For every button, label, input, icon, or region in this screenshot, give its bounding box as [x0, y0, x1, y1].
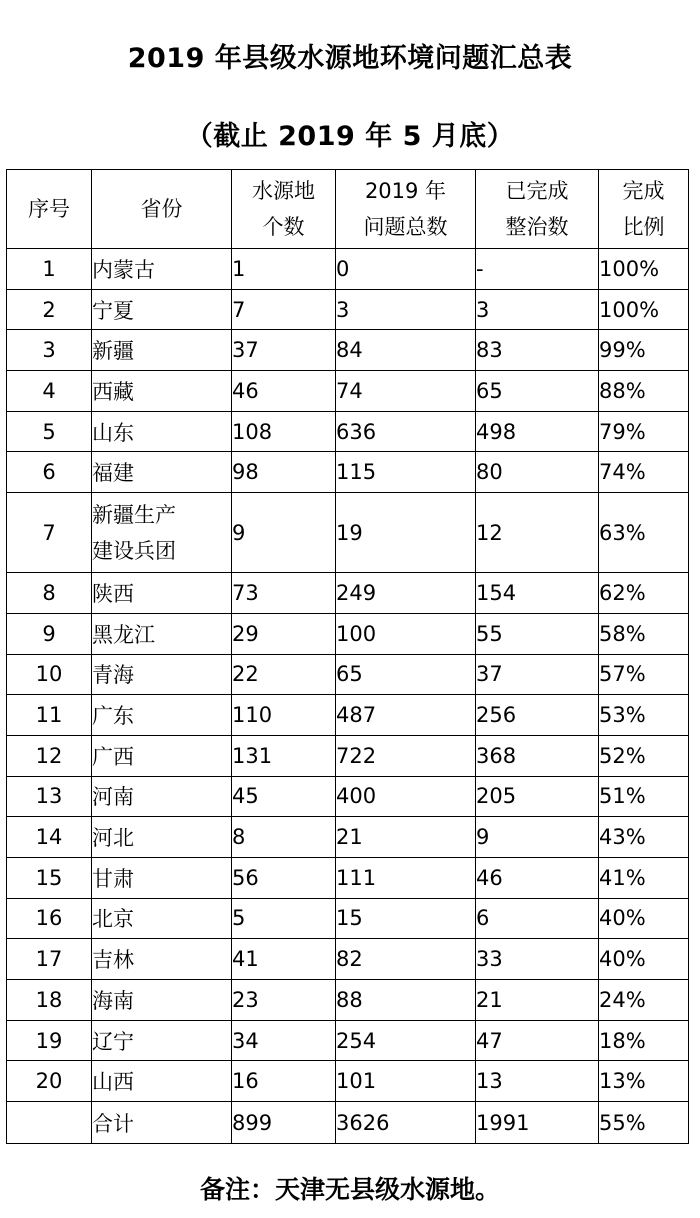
table-row — [7, 493, 689, 573]
cell-ratio: 40% — [599, 898, 689, 939]
column-header-sources: 水源地 个数 — [232, 170, 336, 249]
cell-issues: 722 — [336, 735, 476, 776]
cell-issues: 111 — [336, 857, 476, 898]
cell-ratio: 79% — [599, 411, 689, 452]
cell-index: 13 — [7, 776, 92, 817]
cell-completed: 3 — [476, 289, 599, 330]
cell-completed: 498 — [476, 411, 599, 452]
table-row — [7, 1061, 689, 1102]
cell-province: 河北 — [92, 817, 232, 858]
cell-completed: 46 — [476, 857, 599, 898]
cell-index: 2 — [7, 289, 92, 330]
cell-ratio: 74% — [599, 452, 689, 493]
cell-ratio: 57% — [599, 654, 689, 695]
cell-completed: 80 — [476, 452, 599, 493]
cell-index: 11 — [7, 695, 92, 736]
cell-completed: 21 — [476, 980, 599, 1021]
cell-sources: 45 — [232, 776, 336, 817]
table-row — [7, 695, 689, 736]
table-body — [7, 249, 689, 1144]
cell-sources: 5 — [232, 898, 336, 939]
table-row — [7, 817, 689, 858]
cell-completed: 12 — [476, 493, 599, 573]
cell-sources: 23 — [232, 980, 336, 1021]
cell-completed: 205 — [476, 776, 599, 817]
cell-ratio: 13% — [599, 1061, 689, 1102]
cell-index: 9 — [7, 613, 92, 654]
table-row — [7, 735, 689, 776]
cell-ratio: 88% — [599, 371, 689, 412]
cell-completed: 33 — [476, 939, 599, 980]
cell-index: 6 — [7, 452, 92, 493]
cell-issues: 65 — [336, 654, 476, 695]
cell-province: 辽宁 — [92, 1020, 232, 1061]
cell-issues: 0 — [336, 249, 476, 290]
table-row — [7, 371, 689, 412]
cell-province: 甘肃 — [92, 857, 232, 898]
table-row — [7, 249, 689, 290]
cell-index: 10 — [7, 654, 92, 695]
table-row — [7, 939, 689, 980]
table-header-row — [7, 170, 689, 249]
cell-issues: 84 — [336, 330, 476, 371]
column-header-province: 省份 — [92, 170, 232, 249]
table-row — [7, 1020, 689, 1061]
cell-province: 山东 — [92, 411, 232, 452]
cell-sources: 37 — [232, 330, 336, 371]
cell-ratio: 41% — [599, 857, 689, 898]
cell-sources: 16 — [232, 1061, 336, 1102]
cell-issues: 249 — [336, 573, 476, 614]
cell-province: 河南 — [92, 776, 232, 817]
cell-issues: 19 — [336, 493, 476, 573]
cell-completed: 65 — [476, 371, 599, 412]
cell-index: 5 — [7, 411, 92, 452]
cell-index — [7, 1102, 92, 1144]
table-row — [7, 573, 689, 614]
cell-index: 14 — [7, 817, 92, 858]
cell-province: 黑龙江 — [92, 613, 232, 654]
cell-sources: 98 — [232, 452, 336, 493]
cell-issues: 101 — [336, 1061, 476, 1102]
cell-province: 广东 — [92, 695, 232, 736]
cell-index: 18 — [7, 980, 92, 1021]
cell-sources: 9 — [232, 493, 336, 573]
cell-ratio: 58% — [599, 613, 689, 654]
cell-ratio: 40% — [599, 939, 689, 980]
cell-sources: 7 — [232, 289, 336, 330]
cell-completed: 368 — [476, 735, 599, 776]
summary-table — [6, 169, 689, 1144]
cell-index: 20 — [7, 1061, 92, 1102]
cell-ratio: 100% — [599, 249, 689, 290]
cell-province: 青海 — [92, 654, 232, 695]
cell-issues: 3 — [336, 289, 476, 330]
cell-index: 12 — [7, 735, 92, 776]
cell-ratio: 63% — [599, 493, 689, 573]
column-header-index: 序号 — [7, 170, 92, 249]
cell-sources: 899 — [232, 1102, 336, 1144]
cell-province: 内蒙古 — [92, 249, 232, 290]
cell-province: 西藏 — [92, 371, 232, 412]
table-row — [7, 776, 689, 817]
footnote: 备注：天津无县级水源地。 — [199, 1175, 500, 1204]
page-subtitle: （截止 2019 年 5 月底） — [185, 121, 515, 152]
cell-ratio: 18% — [599, 1020, 689, 1061]
cell-completed: 1991 — [476, 1102, 599, 1144]
cell-province: 陕西 — [92, 573, 232, 614]
cell-index: 7 — [7, 493, 92, 573]
cell-index: 15 — [7, 857, 92, 898]
cell-issues: 115 — [336, 452, 476, 493]
page-title: 2019 年县级水源地环境问题汇总表 — [127, 43, 573, 74]
table-row — [7, 654, 689, 695]
cell-issues: 3626 — [336, 1102, 476, 1144]
cell-province: 福建 — [92, 452, 232, 493]
cell-completed: 6 — [476, 898, 599, 939]
cell-completed: 13 — [476, 1061, 599, 1102]
cell-ratio: 99% — [599, 330, 689, 371]
cell-index: 16 — [7, 898, 92, 939]
cell-sources: 73 — [232, 573, 336, 614]
cell-issues: 82 — [336, 939, 476, 980]
cell-province: 吉林 — [92, 939, 232, 980]
table-row — [7, 857, 689, 898]
column-header-completed: 已完成 整治数 — [476, 170, 599, 249]
cell-ratio: 62% — [599, 573, 689, 614]
cell-issues: 636 — [336, 411, 476, 452]
cell-sources: 22 — [232, 654, 336, 695]
cell-index: 17 — [7, 939, 92, 980]
cell-completed: 9 — [476, 817, 599, 858]
cell-province: 新疆 — [92, 330, 232, 371]
cell-sources: 34 — [232, 1020, 336, 1061]
table-row — [7, 330, 689, 371]
cell-index: 4 — [7, 371, 92, 412]
cell-ratio: 51% — [599, 776, 689, 817]
cell-completed: 256 — [476, 695, 599, 736]
cell-sources: 46 — [232, 371, 336, 412]
cell-completed: - — [476, 249, 599, 290]
cell-completed: 47 — [476, 1020, 599, 1061]
cell-completed: 83 — [476, 330, 599, 371]
table-row — [7, 898, 689, 939]
cell-ratio: 55% — [599, 1102, 689, 1144]
cell-sources: 131 — [232, 735, 336, 776]
table-row — [7, 613, 689, 654]
cell-index: 1 — [7, 249, 92, 290]
cell-ratio: 100% — [599, 289, 689, 330]
cell-province: 北京 — [92, 898, 232, 939]
cell-issues: 254 — [336, 1020, 476, 1061]
cell-province: 新疆生产 建设兵团 — [92, 493, 232, 573]
cell-sources: 110 — [232, 695, 336, 736]
table-row — [7, 289, 689, 330]
cell-ratio: 53% — [599, 695, 689, 736]
cell-issues: 400 — [336, 776, 476, 817]
table-row — [7, 411, 689, 452]
cell-province: 合计 — [92, 1102, 232, 1144]
cell-province: 宁夏 — [92, 289, 232, 330]
cell-issues: 487 — [336, 695, 476, 736]
cell-province: 山西 — [92, 1061, 232, 1102]
cell-completed: 55 — [476, 613, 599, 654]
cell-ratio: 43% — [599, 817, 689, 858]
cell-ratio: 52% — [599, 735, 689, 776]
cell-issues: 21 — [336, 817, 476, 858]
cell-province: 广西 — [92, 735, 232, 776]
cell-completed: 154 — [476, 573, 599, 614]
cell-index: 8 — [7, 573, 92, 614]
cell-province: 海南 — [92, 980, 232, 1021]
cell-ratio: 24% — [599, 980, 689, 1021]
column-header-ratio: 完成 比例 — [599, 170, 689, 249]
cell-sources: 108 — [232, 411, 336, 452]
cell-sources: 29 — [232, 613, 336, 654]
cell-index: 3 — [7, 330, 92, 371]
cell-sources: 41 — [232, 939, 336, 980]
cell-sources: 56 — [232, 857, 336, 898]
cell-issues: 88 — [336, 980, 476, 1021]
cell-completed: 37 — [476, 654, 599, 695]
table-total-row — [7, 1102, 689, 1144]
table-row — [7, 980, 689, 1021]
table-row — [7, 452, 689, 493]
cell-issues: 74 — [336, 371, 476, 412]
cell-sources: 8 — [232, 817, 336, 858]
cell-issues: 100 — [336, 613, 476, 654]
cell-issues: 15 — [336, 898, 476, 939]
cell-sources: 1 — [232, 249, 336, 290]
cell-index: 19 — [7, 1020, 92, 1061]
column-header-issues: 2019 年 问题总数 — [336, 170, 476, 249]
